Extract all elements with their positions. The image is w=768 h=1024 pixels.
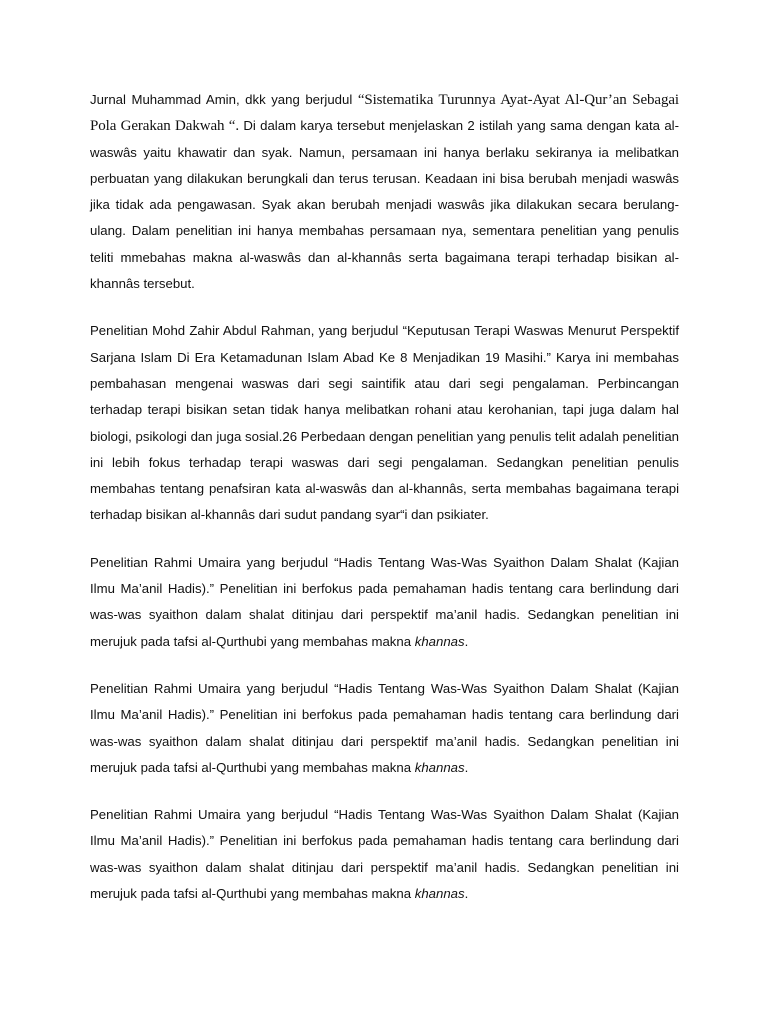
paragraph-umaira-1-body: Penelitian Rahmi Umaira yang berjudul “Hadis Tentang Was-Was Syaithon Dalam Shalat (Kajian Ilmu Ma’anil Hadis).” Penelitian ini berfokus pada pemahaman hadis tentang cara berlindung dari was-was syaithon dalam shalat ditinjau dari perspektif ma’anil hadis. Sedangkan penelitian ini merujuk pada tafsi al-Qurthubi yang membahas makna (90, 554, 679, 649)
paragraph-umaira-3 (90, 802, 679, 907)
paragraph-zahir (90, 318, 679, 528)
paragraph-amin-lead: Jurnal Muhammad Amin, dkk yang berjudul (90, 92, 358, 107)
khannas-term: khannas (414, 633, 465, 649)
paragraph-umaira-3-body: Penelitian Rahmi Umaira yang berjudul “Hadis Tentang Was-Was Syaithon Dalam Shalat (Kajian Ilmu Ma’anil Hadis).” Penelitian ini berfokus pada pemahaman hadis tentang cara berlindung dari was-was syaithon dalam shalat ditinjau dari perspektif ma’anil hadis. Sedangkan penelitian ini merujuk pada tafsi al-Qurthubi yang membahas makna (90, 807, 679, 902)
paragraph-umaira-1-end: . (464, 633, 469, 649)
khannas-term: khannas (414, 759, 465, 775)
paragraph-umaira-1 (90, 550, 679, 655)
paragraph-amin (90, 87, 679, 297)
paragraph-umaira-2-end: . (464, 759, 469, 775)
khannas-term: khannas (414, 886, 465, 902)
paragraph-umaira-3-end: . (464, 886, 469, 902)
paragraph-umaira-2 (90, 676, 679, 781)
amin-journal-title: “Sistematika Turunnya Ayat-Ayat Al-Qur’an Sebagai Pola Gerakan Dakwah “. (90, 92, 679, 135)
paragraph-umaira-2-body: Penelitian Rahmi Umaira yang berjudul “Hadis Tentang Was-Was Syaithon Dalam Shalat (Kajian Ilmu Ma’anil Hadis).” Penelitian ini berfokus pada pemahaman hadis tentang cara berlindung dari was-was syaithon dalam shalat ditinjau dari perspektif ma’anil hadis. Sedangkan penelitian ini merujuk pada tafsi al-Qurthubi yang membahas makna (90, 680, 679, 775)
paragraph-zahir-body: Penelitian Mohd Zahir Abdul Rahman, yang berjudul “Keputusan Terapi Waswas Menurut Perspektif Sarjana Islam Di Era Ketamadunan Islam Abad Ke 8 Menjadikan 19 Masihi.” Karya ini membahas pembahasan mengenai waswas dari segi saintifik atau dari segi pengalaman. Perbincangan terhadap terapi bisikan setan tidak hanya melibatkan rohani atau kerohanian, tapi juga dalam hal biologi, psikologi dan juga sosial.26 Perbedaan dengan penelitian yang penulis telit adalah penelitian ini lebih fokus terhadap terapi waswas dari segi pengalaman. Sedangkan penelitian penulis membahas tentang penafsiran kata al-waswâs dan al-khannâs, serta membahas bagaimana terapi terhadap bisikan al-khannâs dari sudut pandang syar“i dan psikiater. (90, 323, 679, 523)
paragraph-amin-body: Di dalam karya tersebut menjelaskan 2 istilah yang sama dengan kata al-waswâs yaitu khawatir dan syak. Namun, persamaan ini hanya berlaku sekiranya ia melibatkan perbuatan yang dilakukan berungkali dan terus terusan. Keadaan ini bisa berubah menjadi waswâs jika tidak ada pengawasan. Syak akan berubah menjadi waswâs jika dilakukan secara berulang-ulang. Dalam penelitian ini hanya membahas persamaan nya, sementara penelitian yang penulis teliti mmebahas makna al-waswâs dan al-khannâs serta bagaimana terapi terhadap bisikan al-khannâs tersebut. (90, 118, 679, 292)
